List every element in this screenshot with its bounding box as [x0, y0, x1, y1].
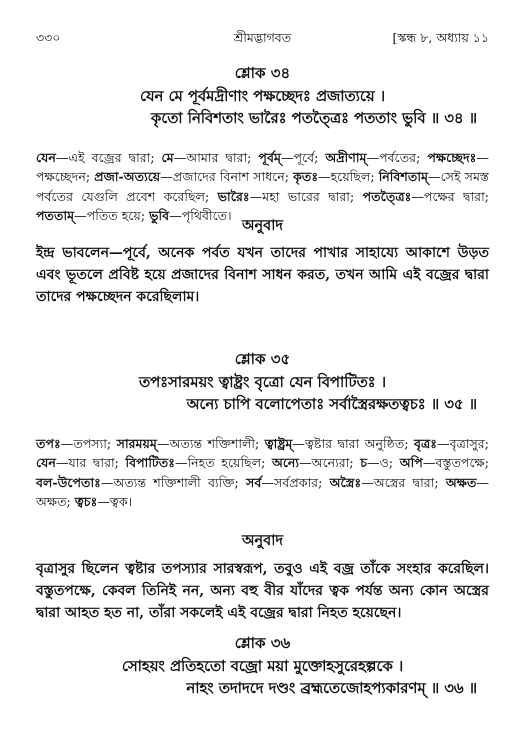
synonym-meaning: —যার দ্বারা; — [55, 455, 126, 471]
book-title: শ্রীমদ্ভাগবত — [233, 30, 292, 45]
canto-chapter-reference: [স্কন্ধ ৮, অধ্যায় ১১ — [392, 30, 489, 45]
synonym-term: সারময়ম্ — [116, 436, 157, 451]
synonym-meaning: —পক্ষচ্ছেদন; — [36, 150, 489, 185]
sloka-36-verse — [36, 656, 489, 700]
synonym-meaning: —পূর্বে; — [280, 150, 326, 165]
synonym-meaning: —হয়েছিল; — [318, 169, 379, 185]
synonym-meaning: —পৃথিবীতে। — [169, 208, 232, 224]
synonym-meaning: —ত্বক। — [97, 494, 133, 510]
sloka-36-line-2: নাহং তদাদদে দণ্ডং ব্রহ্মতেজোহপ্যকারণম্ ॥ ৩৬ ॥ — [186, 680, 477, 697]
synonym-term: প্রজা-অত্যয়ে — [94, 169, 161, 185]
sloka-34-line-1: যেন মে পূর্বমদ্রীণাং পক্ষচ্ছেদঃ প্রজাত্যয়ে । — [139, 88, 386, 105]
synonym-term: পক্ষচ্ছেদঃ — [427, 150, 477, 165]
sloka-35-verse — [36, 372, 489, 416]
sloka-35-anuvad-heading: অনুবাদ — [241, 532, 284, 549]
synonym-meaning: —সর্বপ্রকার; — [261, 474, 330, 490]
synonym-meaning: —প্রজাদের বিনাশ সাধনে; — [160, 169, 294, 185]
synonym-term: ত্বচঃ — [74, 494, 98, 510]
synonym-term: অস্ত্রৈঃ — [329, 474, 362, 490]
page-number: ৩৩০ — [36, 30, 61, 45]
sloka-36-heading-block — [36, 634, 489, 652]
synonym-meaning: —অত্যন্ত শক্তিশালী ব্যক্তি; — [100, 474, 247, 490]
sloka-34-heading: শ্লোক ৩৪ — [234, 64, 291, 82]
synonym-term: বল-উপেতাঃ — [36, 474, 101, 490]
sloka-35-line-2: অন্যে চাপি বলোপেতাঃ সর্বাস্ত্রৈরক্ষতত্বচঃ ॥ ৩৫ ॥ — [186, 396, 477, 413]
sloka-35-translation: বৃত্রাসুর ছিলেন ত্বষ্টার তপস্যার সারস্বরূপ, তবুও এই বজ্র তাঁকে সংহার করেছিল। বস্তুতপক্ষে, কেবল তিনিই নন, অন্য বহু বীর যাঁদের ত্বক পর্যন্ত অন্য কোন অস্ত্রের দ্বারা আহত হত না, তাঁরা সকলেই এই বজ্রের দ্বারা নিহত হয়েছেন। — [36, 561, 489, 621]
synonym-term: পততাম্ — [36, 208, 75, 224]
sloka-34-line-2: কৃতো নিবিশতাং ভারৈঃ পতত্ত্রৈঃ পততাং ভুবি ॥ ৩৪ ॥ — [150, 110, 477, 127]
synonym-term: ত্বাষ্ট্রম্ — [264, 436, 293, 451]
synonym-meaning: —ত্বষ্টার দ্বারা অনুষ্ঠিত; — [292, 436, 414, 451]
sloka-35-synonyms — [36, 434, 489, 512]
synonym-meaning: —অস্ত্রের দ্বারা; — [361, 474, 446, 490]
sloka-34-translation: ইন্দ্র ভাবলেন—পূর্বে, অনেক পর্বত যখন তাদের পাখার সাহায্যে আকাশে উড়ত এবং ভূতলে প্রবিষ্ট হয়ে প্রজাদের বিনাশ সাধন করত, তখন আমি এই বজ্রের দ্বারা তাদের পক্ষচ্ছেদন করেছিলাম। — [36, 245, 489, 305]
synonym-term: নিবিশতাম্ — [378, 169, 428, 185]
synonym-meaning: —নিহত হয়েছিল; — [174, 455, 272, 471]
synonym-meaning: —অত্যন্ত শক্তিশালী; — [156, 436, 265, 451]
sloka-34-anuvad-heading: অনুবাদ — [241, 217, 284, 234]
synonym-term: পতত্ত্রৈঃ — [362, 188, 412, 204]
synonym-meaning: —পতিত হয়ে; — [74, 208, 150, 224]
synonym-term: ভুবি — [149, 208, 170, 224]
synonym-meaning: —পক্ষের দ্বারা; — [411, 188, 489, 204]
synonym-term: সর্ব — [246, 474, 262, 490]
sloka-34-anuvad-block — [36, 216, 489, 236]
sloka-34-synonyms — [36, 148, 489, 226]
synonym-term: বিপাটিতঃ — [125, 455, 175, 471]
synonym-term: ভারৈঃ — [217, 188, 250, 204]
sloka-36-line-1: সোহয়ং প্রতিহতো বজ্রো ময়া মুক্তোহসুরেহল্পকে । — [121, 658, 404, 675]
synonym-meaning: —তপস্যা; — [60, 436, 117, 451]
synonym-term: কৃতঃ — [293, 169, 319, 185]
page-header — [36, 30, 489, 50]
synonym-meaning: —ও; — [367, 455, 400, 471]
sloka-35-heading: শ্লোক ৩৫ — [234, 350, 291, 368]
synonym-term: অপি — [399, 455, 423, 471]
synonym-meaning: —বৃত্রাসুর; — [436, 436, 489, 451]
sloka-34-heading-block — [36, 64, 489, 82]
sloka-35-anuvad-block — [36, 531, 489, 551]
synonym-meaning: —মহা ভারের দ্বারা; — [249, 188, 363, 204]
synonym-term: তপঃ — [36, 436, 61, 451]
synonym-meaning: —অন্যেরা; — [299, 455, 361, 471]
sloka-35-heading-block — [36, 350, 489, 368]
synonym-term: বৃত্রঃ — [414, 436, 437, 451]
synonym-term: অন্যে — [271, 455, 300, 471]
synonym-meaning: —এই বজ্রের দ্বারা; — [55, 150, 162, 165]
synonym-term: যেন — [36, 150, 56, 165]
synonym-term: চ — [360, 455, 368, 471]
synonym-term: অক্ষত — [445, 474, 477, 490]
synonym-meaning: —পর্বতের; — [366, 150, 428, 165]
synonym-term: অদ্রীণাম্ — [325, 150, 367, 165]
synonym-term: মে — [161, 150, 174, 165]
synonym-term: যেন — [36, 455, 56, 471]
synonym-meaning: —সেই সমস্ত পর্বতের যেগুলি প্রবেশ করেছিল; — [36, 169, 489, 204]
sloka-35-line-1: তপঃসারময়ং ত্বাষ্ট্রং বৃত্রো যেন বিপাটিতঃ । — [139, 374, 386, 391]
synonym-term: পূর্বম্ — [258, 150, 281, 165]
sloka-34-verse — [36, 86, 489, 130]
synonym-meaning: —আমার দ্বারা; — [173, 150, 259, 165]
synonym-meaning: —বস্তুতপক্ষে; — [422, 455, 489, 471]
synonym-meaning: —অক্ষত; — [36, 474, 489, 510]
sloka-36-heading: শ্লোক ৩৬ — [234, 634, 291, 652]
